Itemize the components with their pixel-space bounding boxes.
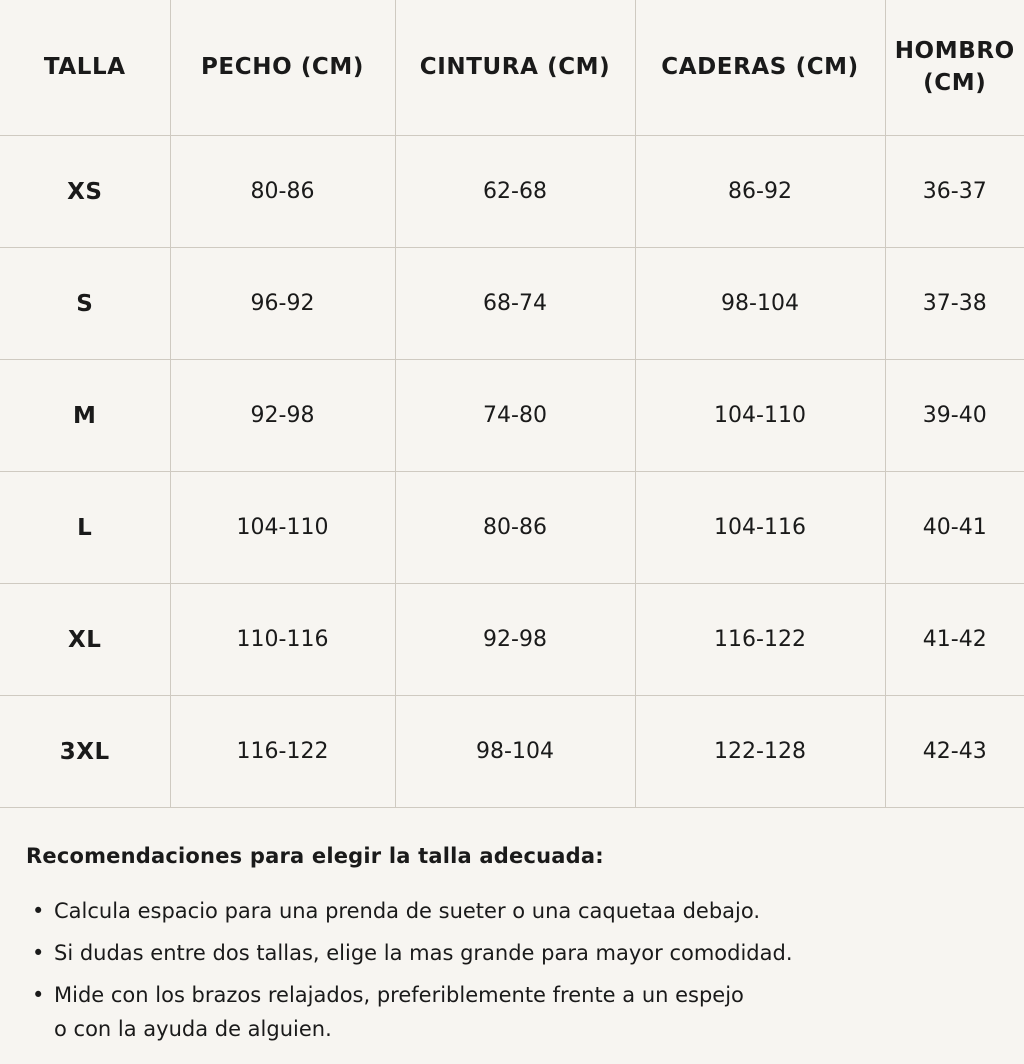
cell-cintura: 68-74 [395,248,635,360]
table-header-row [0,0,1024,136]
recommendations-list [26,894,998,1046]
list-item [26,894,998,928]
cell-cintura: 80-86 [395,472,635,584]
cell-pecho: 96-92 [170,248,395,360]
cell-hombro: 37-38 [885,248,1024,360]
cell-caderas: 122-128 [635,696,885,808]
cell-pecho: 80-86 [170,136,395,248]
list-item-text: Mide con los brazos relajados, preferiblemente frente a un espejo [54,983,744,1008]
cell-hombro: 39-40 [885,360,1024,472]
table-row [0,472,1024,584]
table-row [0,584,1024,696]
cell-caderas: 98-104 [635,248,885,360]
cell-cintura: 92-98 [395,584,635,696]
cell-size: S [0,248,170,360]
table-body [0,136,1024,808]
table-row [0,360,1024,472]
recommendations-title: Recomendaciones para elegir la talla adecuada: [26,844,604,868]
cell-size: 3XL [0,696,170,808]
cell-size: XL [0,584,170,696]
cell-hombro: 41-42 [885,584,1024,696]
cell-hombro: 42-43 [885,696,1024,808]
cell-size: XS [0,136,170,248]
column-header-talla: TALLA [0,0,170,136]
cell-caderas: 86-92 [635,136,885,248]
column-header-cintura: CINTURA (CM) [395,0,635,136]
cell-size: L [0,472,170,584]
column-header-caderas: CADERAS (CM) [635,0,885,136]
cell-hombro: 36-37 [885,136,1024,248]
list-item-text: Calcula espacio para una prenda de sueter o una caquetaa debajo. [54,899,761,923]
column-header-hombro: HOMBRO (CM) [885,0,1024,136]
column-header-pecho: PECHO (CM) [170,0,395,136]
cell-caderas: 116-122 [635,584,885,696]
cell-cintura: 62-68 [395,136,635,248]
table-row [0,696,1024,808]
cell-hombro: 40-41 [885,472,1024,584]
cell-pecho: 92-98 [170,360,395,472]
cell-pecho: 110-116 [170,584,395,696]
list-item-text-continuation: o con la ayuda de alguien. [54,1017,332,1042]
cell-cintura: 98-104 [395,696,635,808]
cell-caderas: 104-110 [635,360,885,472]
list-item [26,978,998,1046]
table-header [0,0,1024,136]
recommendations-section [0,808,1024,1064]
list-item [26,936,998,970]
cell-size: M [0,360,170,472]
table-row [0,248,1024,360]
list-item-text: Si dudas entre dos tallas, elige la mas grande para mayor comodidad. [54,941,793,966]
table-row [0,136,1024,248]
cell-caderas: 104-116 [635,472,885,584]
cell-pecho: 104-110 [170,472,395,584]
cell-cintura: 74-80 [395,360,635,472]
cell-pecho: 116-122 [170,696,395,808]
